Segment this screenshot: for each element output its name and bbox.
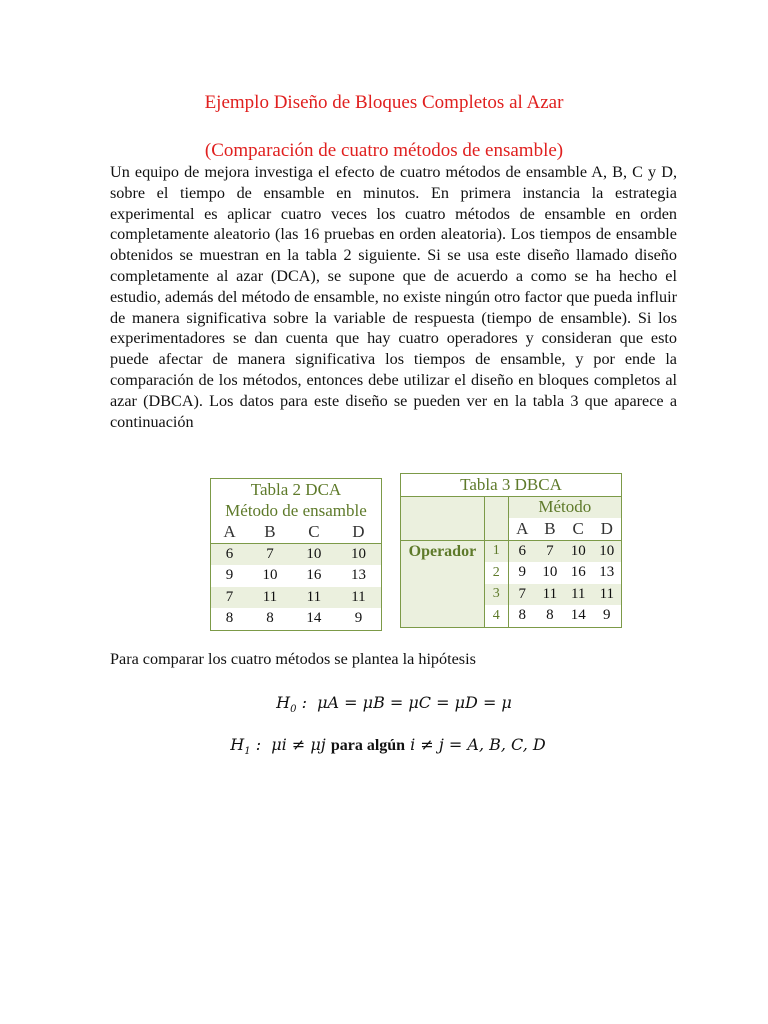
table-3-row-number: 4 [484, 605, 508, 627]
table-row [401, 540, 622, 562]
h1-symbol: H [230, 735, 245, 754]
h1-subscript: 1 [244, 746, 251, 758]
table-cell: 7 [546, 542, 554, 559]
table-2-col-header: B [248, 521, 292, 543]
table-cell: 9 [354, 610, 363, 627]
hypothesis-intro: Para comparar los cuatro métodos se plantea la hipótesis [110, 650, 476, 668]
h0-symbol: H [276, 693, 291, 712]
table-3-block-label: Operador [401, 540, 485, 627]
table-cell: 9 [518, 564, 527, 581]
table-cell: 7 [248, 543, 292, 565]
table-3-empty-cell [401, 518, 485, 540]
table-cell: 10 [292, 543, 336, 565]
table-cell: 6 [518, 542, 527, 559]
h1-text: para algún [330, 737, 406, 754]
table-cell: 8 [518, 607, 527, 624]
table-3-empty-cell [484, 496, 508, 518]
table-cell: 9 [603, 607, 611, 624]
table-cell: 11 [336, 587, 382, 609]
h1-inequality: μi ≠ μj [271, 735, 326, 754]
h0-subscript: 0 [290, 704, 297, 716]
table-3-row-number: 2 [484, 562, 508, 584]
table-3-col-header: A [508, 518, 536, 540]
table-3-dbca [400, 473, 622, 628]
table-cell: 10 [570, 542, 586, 559]
table-3-col-header: D [593, 518, 622, 540]
table-2-title: Tabla 2 DCA [250, 479, 342, 499]
table-cell: 8 [225, 610, 234, 627]
h0-expression: μA = μB = μC = μD = μ [317, 693, 512, 712]
table-3-col-header: C [564, 518, 593, 540]
null-hypothesis: $H_0$ : μA = μB = μC = μD = μ [276, 693, 512, 716]
table-cell: 10 [336, 543, 382, 565]
table-cell: 11 [248, 587, 292, 609]
table-cell: 8 [266, 610, 274, 627]
h1-condition: i ≠ j = A, B, C, D [410, 735, 546, 754]
table-3-col-header: B [536, 518, 564, 540]
document-subtitle: (Comparación de cuatro métodos de ensamble) [204, 140, 564, 161]
table-3-empty-cell [484, 518, 508, 540]
table-cell: 10 [262, 567, 278, 584]
table-2-col-header: A [211, 521, 248, 543]
table-cell: 11 [292, 587, 336, 609]
table-cell: 6 [211, 543, 248, 565]
document-title: Ejemplo Diseño de Bloques Completos al Azar [204, 92, 564, 113]
table-3-method-label: Método [508, 496, 621, 518]
intro-paragraph: Un equipo de mejora investiga el efecto de cuatro métodos de ensamble A, B, C y D, sobre el tiempo de ensamble en minutos. En primera instancia la estrategia experimental es aplicar cuatro veces los cuatro métodos de ensamble en orden completamente aleatorio (las 16 pruebas en orden aleatoria). Los tiempos de ensamble obtenidos se muestran en la tabla 2 siguiente. Si se usa este diseño llamado diseño completamente al azar (DCA), se supone que de acuerdo a como se ha hecho el estudio, además del método de ensamble, no existe ningún otro factor que pueda influir de manera significativa sobre la variable de respuesta (tiempo de ensamble). Si los experimentadores se dan cuenta que hay cuatro operadores y consideran que esto puede afectar de manera significativa los tiempos de ensamble, y por ende la comparación de los métodos, entonces debe utilizar el diseño en bloques completos al azar (DBCA). Los datos para este diseño se pueden ver en la tabla 3 que aparece a continuación [110, 163, 677, 431]
table-cell: 14 [306, 610, 322, 627]
table-cell: 9 [225, 567, 234, 584]
table-3-row-number: 3 [484, 584, 508, 606]
table-2-subtitle: Método de ensamble [225, 500, 367, 520]
table-cell: 16 [306, 567, 322, 584]
table-2-col-header: D [336, 521, 382, 543]
table-row [211, 565, 382, 587]
table-cell: 16 [570, 564, 586, 581]
table-cell: 11 [570, 585, 586, 602]
table-cell: 13 [350, 567, 366, 584]
alternative-hypothesis: $H_1$ : μi ≠ μj para algún i ≠ j = A, B, C, D [230, 735, 546, 758]
table-row [211, 543, 382, 565]
table-cell: 11 [542, 585, 558, 602]
table-2-col-header: C [292, 521, 336, 543]
table-3-empty-cell [401, 496, 485, 518]
table-3-title: Tabla 3 DBCA [401, 474, 622, 497]
table-2-dca [210, 478, 382, 631]
table-cell: 14 [570, 607, 586, 624]
table-cell: 13 [599, 564, 615, 581]
table-cell: 7 [211, 587, 248, 609]
table-cell: 8 [546, 607, 554, 624]
table-3-row-number: 1 [484, 540, 508, 562]
table-row [211, 587, 382, 609]
table-cell: 7 [518, 585, 527, 602]
table-cell: 11 [599, 585, 615, 602]
table-row [211, 608, 382, 630]
table-cell: 10 [542, 564, 558, 581]
table-cell: 10 [599, 542, 615, 559]
